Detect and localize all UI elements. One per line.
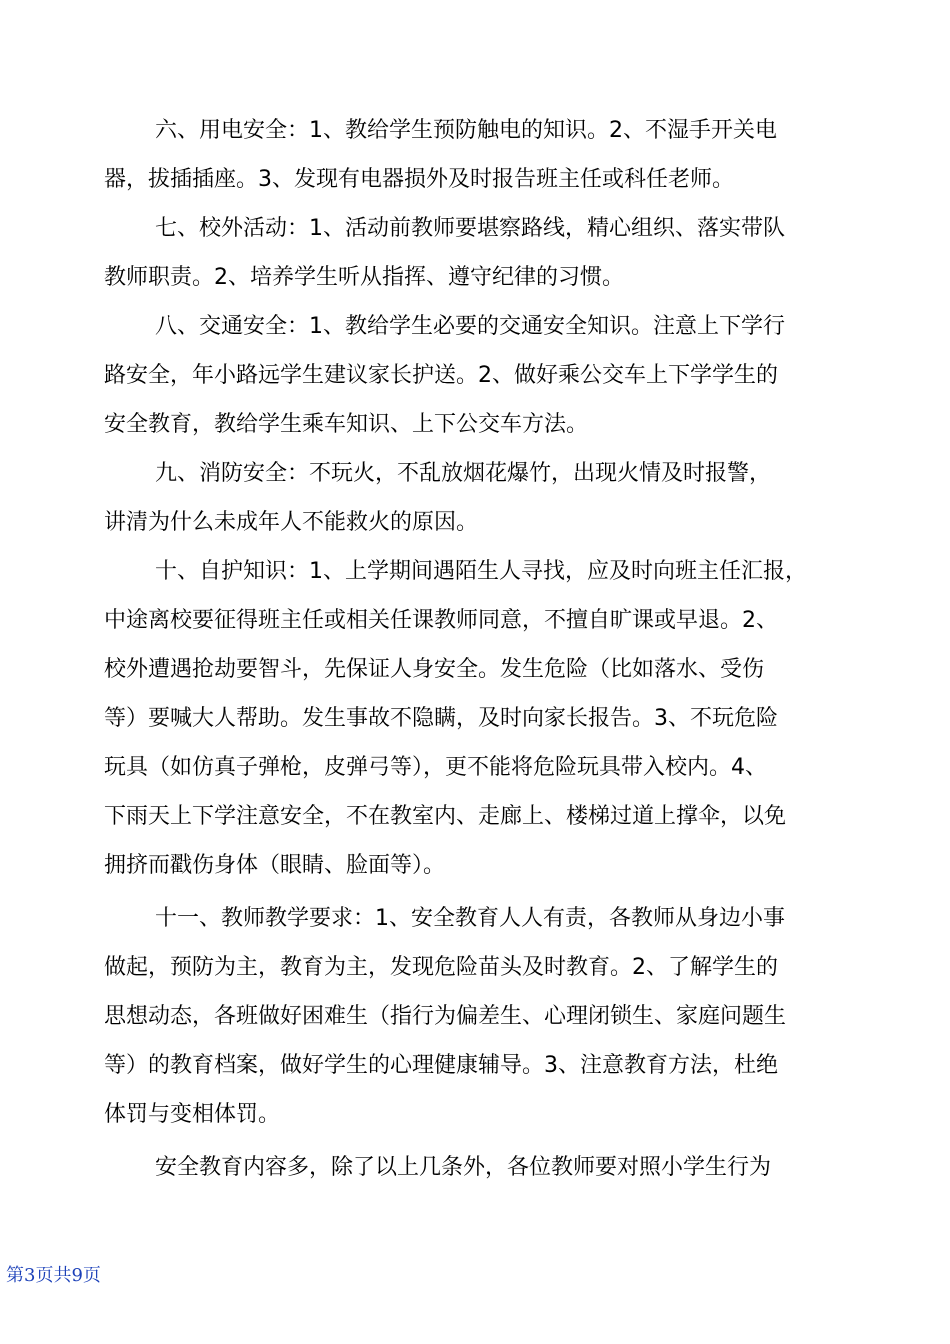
- paragraph-outdoor-activity-line-1: 七、校外活动：1、活动前教师要堪察路线，精心组织、落实带队: [155, 216, 785, 241]
- paragraph-self-protection-line-1: 十、自护知识：1、上学期间遇陌生人寻找，应及时向班主任汇报，: [155, 559, 807, 584]
- paragraph-outdoor-activity-line-2: 教师职责。2、培养学生听从指挥、遵守纪律的习惯。: [104, 265, 624, 290]
- paragraph-teacher-requirements-line-1: 十一、教师教学要求：1、安全教育人人有责，各教师从身边小事: [155, 906, 785, 931]
- paragraph-self-protection-line-5: 玩具（如仿真子弹枪，皮弹弓等），更不能将危险玩具带入校内。4、: [104, 755, 767, 780]
- paragraph-electric-safety-line-1: 六、用电安全：1、教给学生预防触电的知识。2、不湿手开关电: [155, 118, 777, 143]
- paragraph-self-protection-line-4: 等）要喊大人帮助。发生事故不隐瞒，及时向家长报告。3、不玩危险: [104, 706, 778, 731]
- paragraph-teacher-requirements-line-3: 思想动态，各班做好困难生（指行为偏差生、心理闭锁生、家庭问题生: [104, 1004, 787, 1029]
- paragraph-fire-safety-line-1: 九、消防安全：不玩火，不乱放烟花爆竹，出现火情及时报警，: [155, 461, 772, 486]
- paragraph-electric-safety-line-2: 器，拔插插座。3、发现有电器损外及时报告班主任或科任老师。: [104, 167, 734, 192]
- paragraph-closing-line-1: 安全教育内容多，除了以上几条外，各位教师要对照小学生行为: [155, 1155, 772, 1180]
- paragraph-teacher-requirements-line-4: 等）的教育档案，做好学生的心理健康辅导。3、注意教育方法，杜绝: [104, 1053, 778, 1078]
- paragraph-self-protection-line-2: 中途离校要征得班主任或相关任课教师同意，不擅自旷课或早退。2、: [104, 608, 778, 633]
- paragraph-teacher-requirements-line-2: 做起，预防为主，教育为主，发现危险苗头及时教育。2、了解学生的: [104, 955, 778, 980]
- paragraph-teacher-requirements-line-5: 体罚与变相体罚。: [104, 1102, 281, 1127]
- paragraph-self-protection-line-3: 校外遭遇抢劫要智斗，先保证人身安全。发生危险（比如落水、受伤: [104, 657, 765, 682]
- page-indicator: 第3页共9页: [6, 1265, 101, 1286]
- paragraph-self-protection-line-6: 下雨天上下学注意安全，不在教室内、走廊上、楼梯过道上撑伞，以免: [104, 804, 787, 829]
- paragraph-self-protection-line-7: 拥挤而戳伤身体（眼睛、脸面等）。: [104, 853, 446, 878]
- paragraph-traffic-safety-line-2: 路安全，年小路远学生建议家长护送。2、做好乘公交车上下学学生的: [104, 363, 778, 388]
- paragraph-traffic-safety-line-3: 安全教育，教给学生乘车知识、上下公交车方法。: [104, 412, 589, 437]
- paragraph-fire-safety-line-2: 讲清为什么未成年人不能救火的原因。: [104, 510, 479, 535]
- paragraph-traffic-safety-line-1: 八、交通安全：1、教给学生必要的交通安全知识。注意上下学行: [155, 314, 785, 339]
